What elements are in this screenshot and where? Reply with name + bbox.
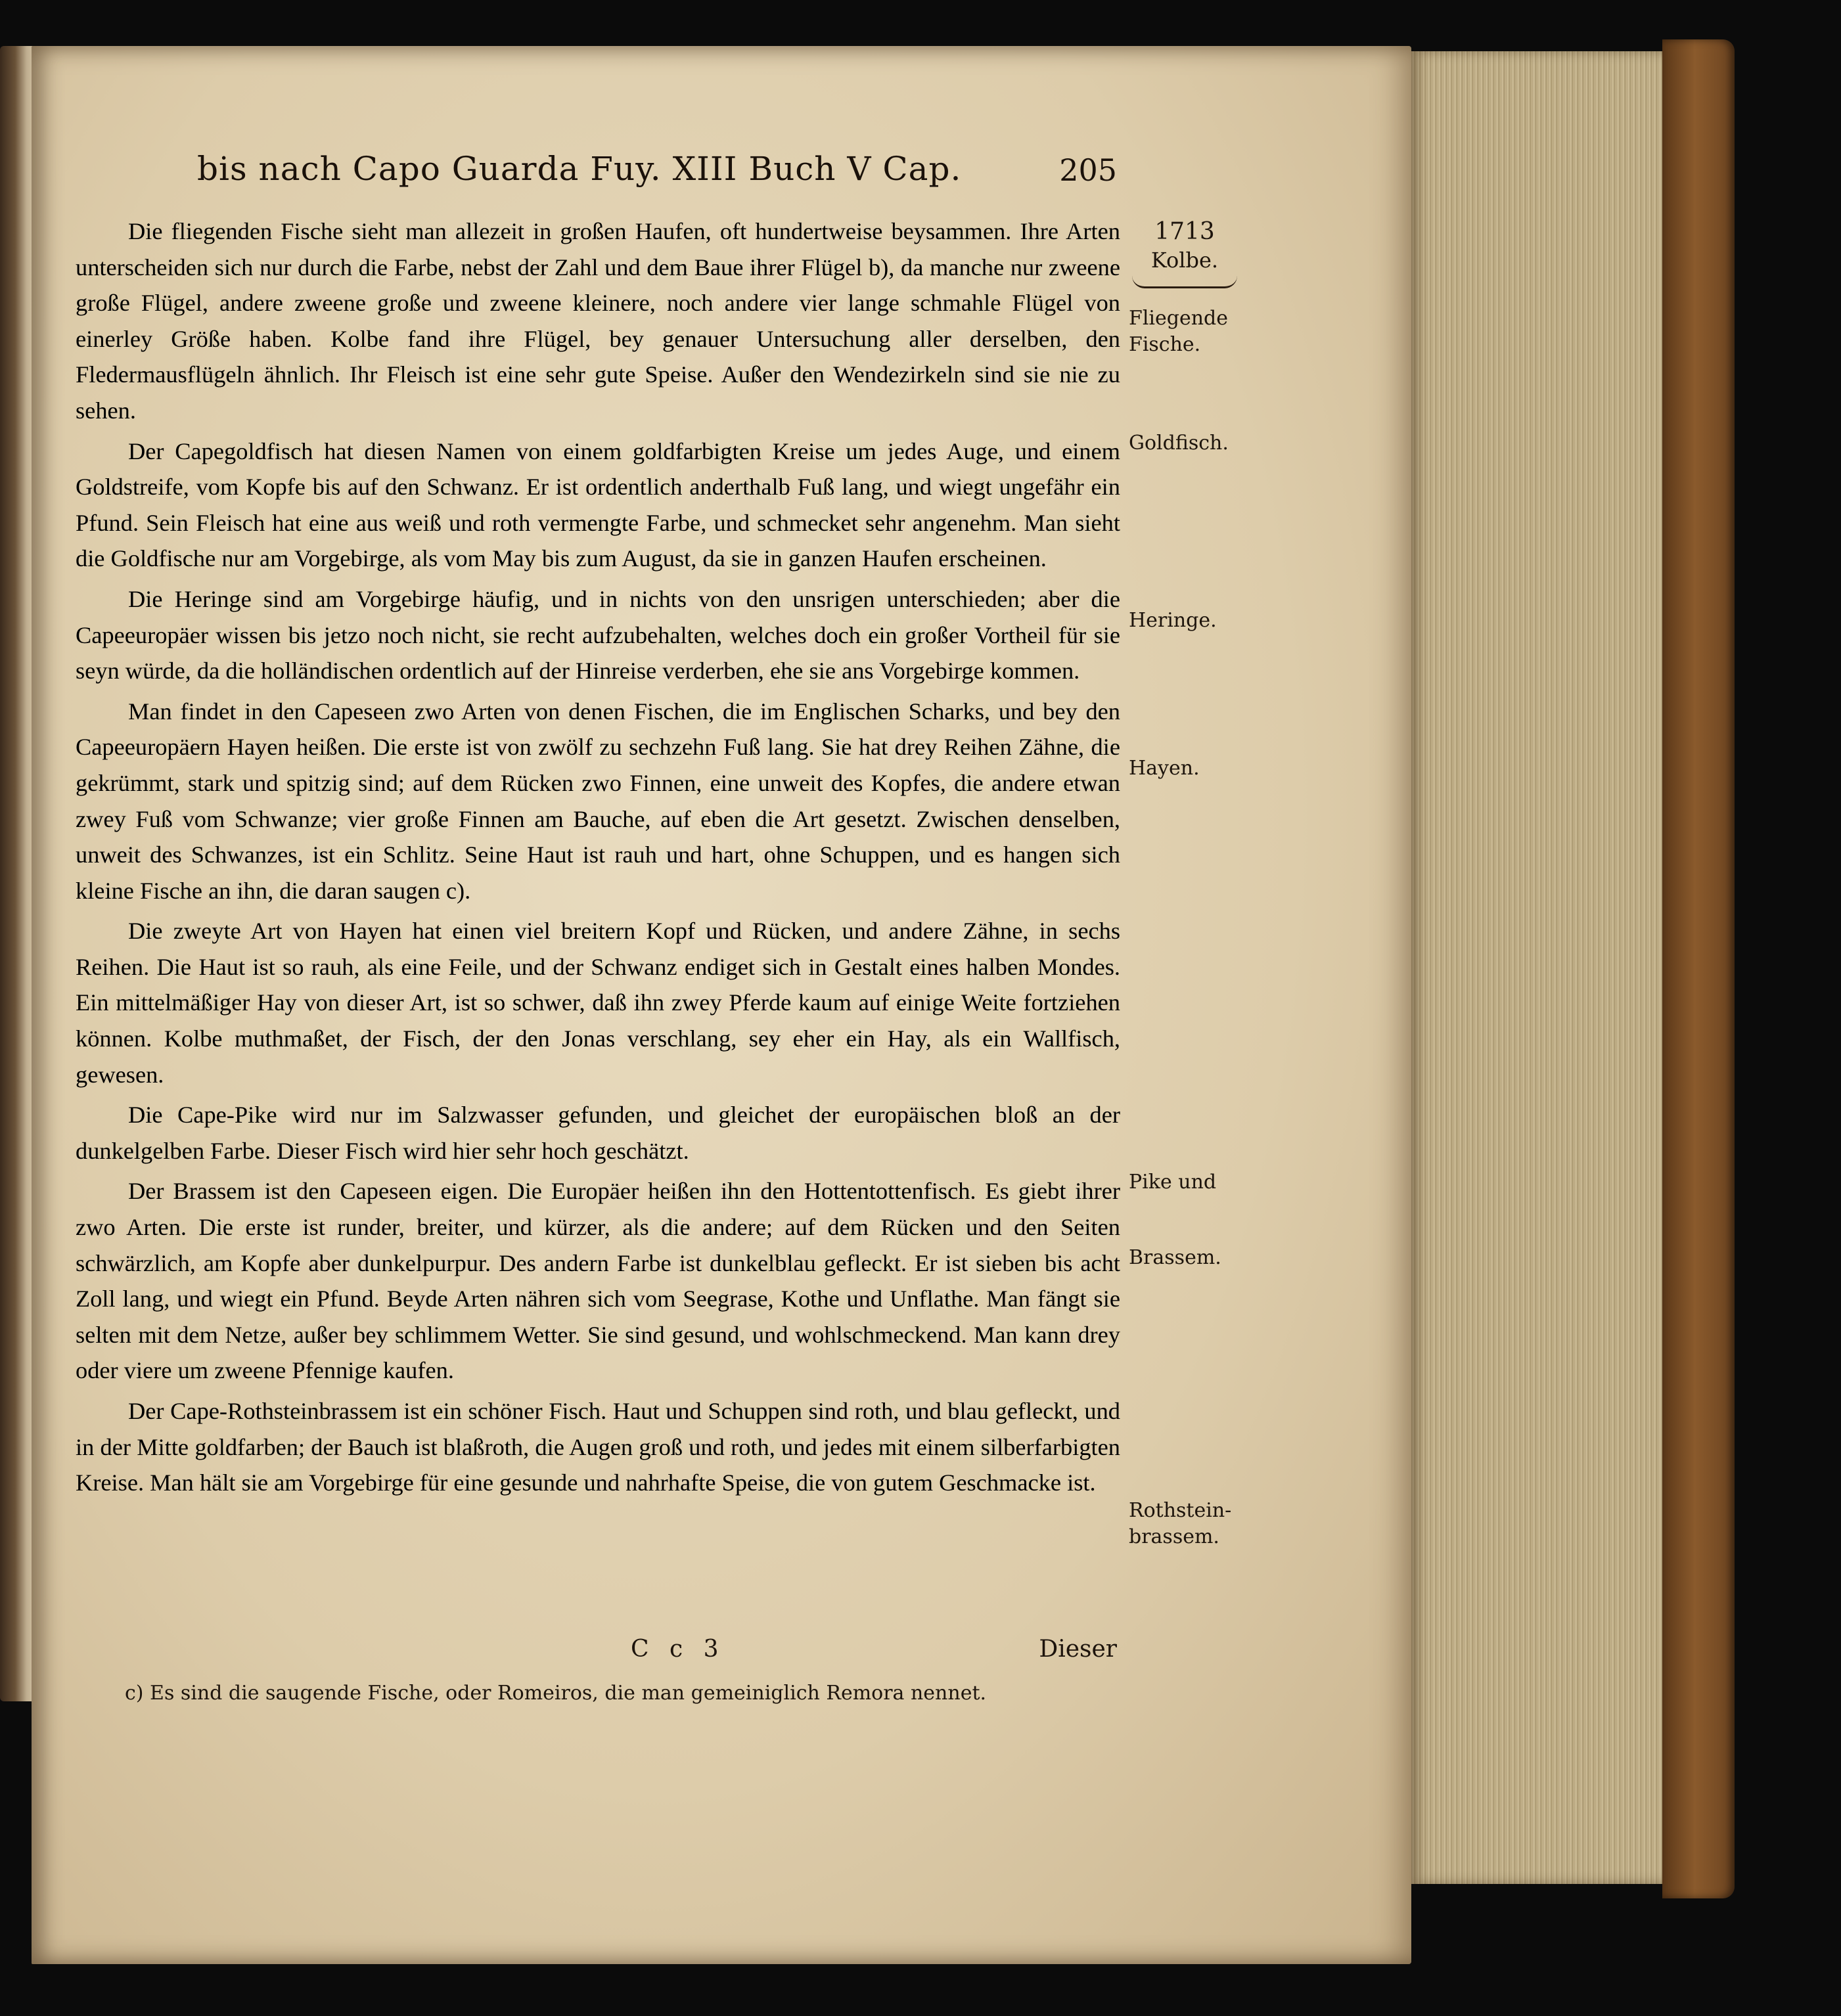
paragraph-herring: Die Heringe sind am Vorgebirge häufig, und in nichts von den unsrigen unterschieden; aber die Capeeuropäer wissen bis jetzo noch nicht, sie recht aufzubehalten, welches doch ein großer Vortheil für sie seyn würde, da die holländischen ordentlich auf der Hinreise verderben, ehe sie ans Vorgebirge kommen. — [76, 585, 1120, 684]
page-bottom — [125, 1636, 1117, 1675]
paragraph-second-shark: Die zweyte Art von Hayen hat einen viel breitern Kopf und Rücken, und andere Zähne, in sechs Reihen. Die Haut ist so rauh, als eine Feile, und der Schwanz endiget sich in Gestalt eines halben Mondes. Ein mittelmäßiger Hay von dieser Art, ist so schwer, daß ihn zwey Pferde kaum auf einige Weite fortziehen können. Kolbe muthmaßet, der Fisch, der den Jonas verschlang, sey eher ein Hay, als ein Wallfisch, gewesen. — [76, 918, 1120, 1088]
main-text — [76, 213, 1120, 1506]
paragraph-goldfish: Der Capegoldfisch hat diesen Namen von einem goldfarbigten Kreise um jedes Auge, und einem Goldstreife, vom Kopfe bis auf den Schwanz. Er ist ordentlich anderthalb Fuß lang, und wiegt ungefähr ein Pfund. Sein Fleisch hat eine aus weiß und roth vermengte Farbe, und schmecket sehr angenehm. Man sieht die Goldfische nur am Vorgebirge, als vom May bis zum August, da sie in ganzen Haufen erscheinen. — [76, 437, 1120, 572]
leather-cover — [1662, 39, 1735, 1898]
paragraph-rothsteinbrassem: Der Cape-Rothsteinbrassem ist ein schöner Fisch. Haut und Schuppen sind roth, und blau gefleckt, und in der Mitte goldfarben; der Bauch ist blaßroth, die Augen groß und roth, und jedes mit einem silberfarbigten Kreise. Man hält sie am Vorgebirge für eine gesunde und nahrhafte Speise, die von gutem Geschmacke ist. — [76, 1398, 1120, 1496]
margin-author: Kolbe. — [1150, 248, 1219, 273]
margin-note: Pike und — [1129, 1171, 1217, 1194]
margin-year: 1713 — [1154, 218, 1215, 245]
margin-note: Rothstein-brassem. — [1129, 1499, 1232, 1548]
paragraph-sharks: Man findet in den Capeseen zwo Arten von denen Fischen, die im Englischen Scharks, und bey den Capeeuropäern Hayen heißen. Die erste ist von zwölf zu sechzehn Fuß lang. Sie hat drey Reihen Zähne, die gekrümmt, stark und spitzig sind; auf dem Rücken zwo Finnen, eine unweit des Kopfes, die andere etwan zwey Fuß vom Schwanze; vier große Finnen am Bauche, auf eben die Art gesetzt. Zwischen denselben, unweit des Schwanzes, ist ein Schlitz. Seine Haut ist rauh und hart, ohne Schuppen, und es hangen sich kleine Fische an ihn, die daran saugen c). — [76, 698, 1120, 904]
margin-note: Heringe. — [1129, 609, 1217, 632]
signature-mark: C c 3 — [631, 1636, 725, 1663]
page-header — [125, 150, 1117, 196]
paragraph-brassem: Der Brassem ist den Capeseen eigen. Die Europäer heißen ihn den Hottentottenfisch. Es giebt ihrer zwo Arten. Die erste ist runder, breiter, und kürzer, als die andere; auf dem Rücken und den Seiten schwärzlich, am Kopfe aber dunkelpurpur. Des andern Farbe ist dunkelblau gefleckt. Er ist sieben bis acht Zoll lang, und wiegt ein Pfund. Beyde Arten nähren sich vom Seegrase, Kothe und Unflathe. Man fängt sie selten mit dem Netze, außer bey schlimmem Wetter. Sie sind gesund, und wohlschmeckend. Man kann drey oder viere um zweene Pfennige kaufen. — [76, 1178, 1120, 1384]
running-head: bis nach Capo Guarda Fuy. XIII Buch V Cap. — [197, 150, 962, 188]
margin-note: Brassem. — [1129, 1246, 1221, 1269]
margin-brace — [1132, 276, 1237, 288]
catchword: Dieser — [1039, 1636, 1117, 1663]
paragraph-pike: Die Cape-Pike wird nur im Salzwasser gefunden, und gleichet der europäischen bloß an der dunkelgelben Farbe. Dieser Fisch wird hier sehr hoch geschätzt. — [76, 1102, 1120, 1164]
page-number: 205 — [1059, 152, 1117, 188]
margin-note: Goldfisch. — [1129, 432, 1229, 455]
page-block-edges — [1411, 51, 1668, 1884]
margin-year-block — [1129, 217, 1240, 288]
margin-note: Hayen. — [1129, 757, 1200, 780]
paragraph-flying-fish: Die fliegenden Fische sieht man allezeit in großen Haufen, oft hundertweise beysammen. Ihre Arten unterscheiden sich nur durch die Farbe, nebst der Zahl und dem Baue ihrer Flügel b), da manche nur zweene große Flügel, andere zweene große und zweene kleinere, noch andere vier lange schmahle Flügel von einerley Größe haben. Kolbe fand ihre Flügel, bey genauer Untersuchung aller derselben, den Fledermausflügeln ähnlich. Ihr Fleisch ist eine sehr gute Speise. Außer den Wendezirkeln sind sie nie zu sehen. — [76, 218, 1120, 424]
margin-note: Fliegende Fische. — [1129, 307, 1228, 356]
footnote: c) Es sind die saugende Fische, oder Romeiros, die man gemeiniglich Remora nennet. — [125, 1682, 987, 1705]
